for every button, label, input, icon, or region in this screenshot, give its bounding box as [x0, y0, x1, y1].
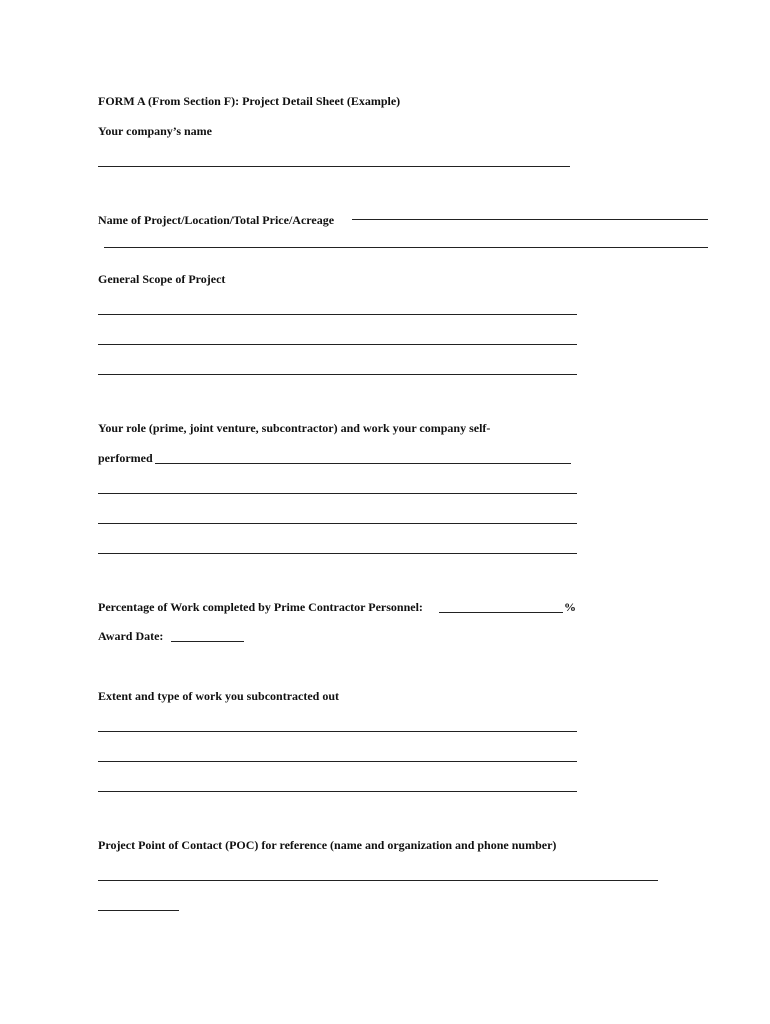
scope-field-line-1[interactable]: [98, 314, 577, 315]
form-title: FORM A (From Section F): Project Detail Sheet (Example): [98, 94, 401, 108]
project-name-label: Name of Project/Location/Total Price/Acreage: [98, 213, 335, 227]
percentage-suffix: %: [564, 600, 576, 614]
scope-field-line-3[interactable]: [98, 374, 577, 375]
poc-label: Project Point of Contact (POC) for reference (name and organization and phone number): [98, 838, 557, 852]
role-field-line-inline[interactable]: [155, 463, 571, 464]
poc-field-line-2[interactable]: [98, 910, 179, 911]
project-name-field-line[interactable]: [352, 219, 708, 220]
subcontracted-label: Extent and type of work you subcontracted out: [98, 689, 340, 703]
role-field-line-2[interactable]: [98, 523, 577, 524]
award-date-field-line[interactable]: [171, 641, 244, 642]
role-label-line-2: performed: [98, 451, 153, 465]
percentage-label: Percentage of Work completed by Prime Contractor Personnel:: [98, 600, 423, 614]
role-field-line-3[interactable]: [98, 553, 577, 554]
role-label-line-1: Your role (prime, joint venture, subcontractor) and work your company self-: [98, 421, 491, 435]
company-name-label: Your company’s name: [98, 124, 213, 138]
scope-field-line-2[interactable]: [98, 344, 577, 345]
company-name-field-line[interactable]: [98, 166, 570, 167]
subcontracted-field-line-1[interactable]: [98, 731, 577, 732]
scope-label: General Scope of Project: [98, 272, 226, 286]
poc-field-line-1[interactable]: [98, 880, 658, 881]
role-field-line-1[interactable]: [98, 493, 577, 494]
subcontracted-field-line-2[interactable]: [98, 761, 577, 762]
percentage-field-line[interactable]: [439, 612, 563, 613]
award-date-label: Award Date:: [98, 629, 164, 643]
subcontracted-field-line-3[interactable]: [98, 791, 577, 792]
project-name-field-line-2[interactable]: [104, 247, 708, 248]
